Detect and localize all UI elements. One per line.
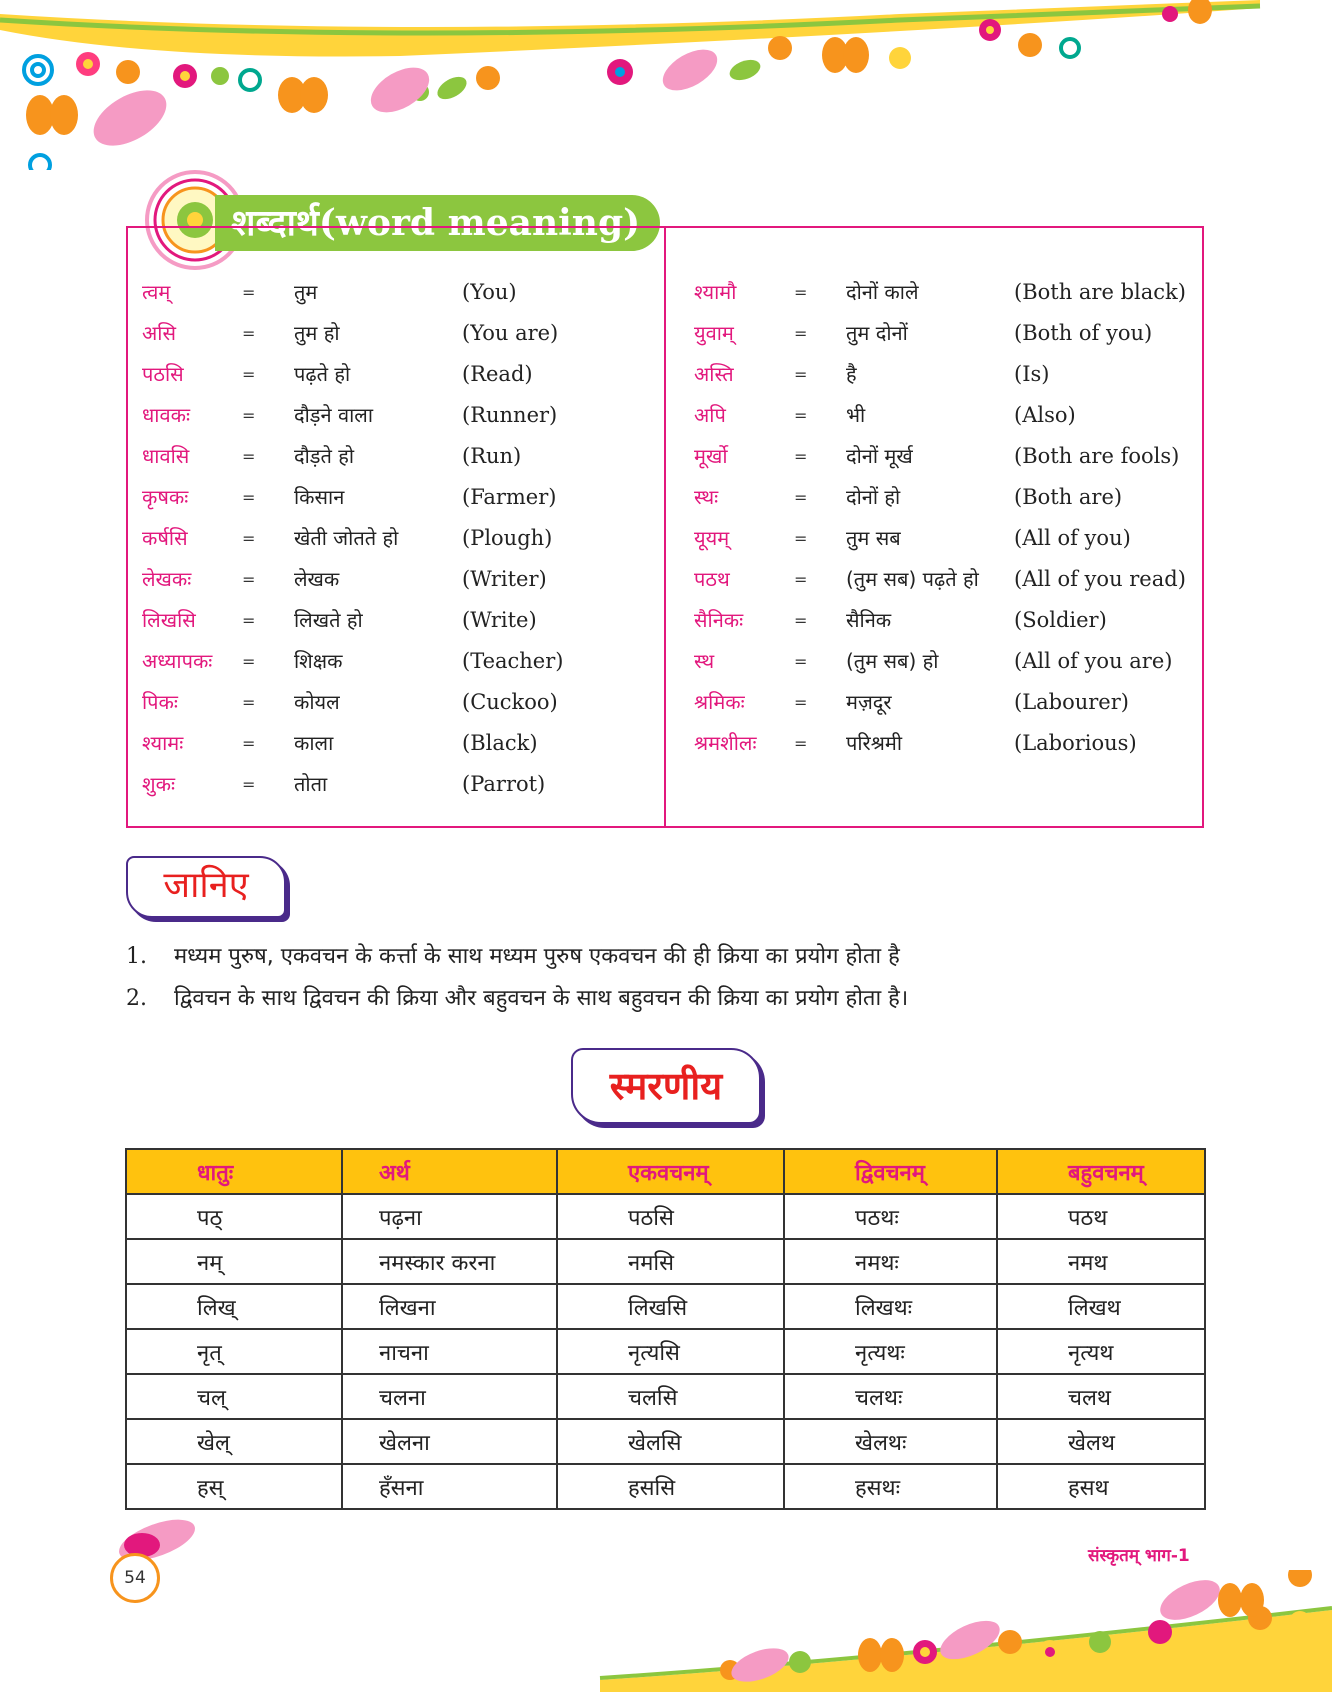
sanskrit-word: पिकः bbox=[142, 690, 178, 714]
word-row bbox=[694, 395, 1194, 436]
sanskrit-word: शुकः bbox=[142, 772, 175, 796]
table-row bbox=[126, 1329, 1205, 1374]
word-row bbox=[142, 764, 662, 805]
word-row bbox=[694, 518, 1194, 559]
equals-sign: = bbox=[794, 365, 808, 384]
word-row bbox=[694, 477, 1194, 518]
english-meaning: (Runner) bbox=[462, 403, 558, 427]
english-meaning: (Also) bbox=[1014, 403, 1076, 427]
dvivachan-cell: पठथः bbox=[784, 1194, 997, 1239]
word-row bbox=[142, 559, 662, 600]
word-row bbox=[142, 354, 662, 395]
hindi-meaning: काला bbox=[294, 731, 334, 755]
english-meaning: (Both are fools) bbox=[1014, 444, 1180, 468]
page-number: 54 bbox=[110, 1553, 160, 1603]
english-meaning: (Cuckoo) bbox=[462, 690, 558, 714]
equals-sign: = bbox=[794, 734, 808, 753]
sanskrit-word: स्थः bbox=[694, 485, 719, 509]
sanskrit-word: अपि bbox=[694, 403, 726, 427]
hindi-meaning: लेखक bbox=[294, 567, 340, 591]
table-row bbox=[126, 1419, 1205, 1464]
sanskrit-word: युवाम् bbox=[694, 321, 734, 345]
dhatu-cell: हस् bbox=[126, 1464, 342, 1509]
equals-sign: = bbox=[242, 488, 256, 507]
conjugation-table bbox=[125, 1148, 1206, 1510]
equals-sign: = bbox=[242, 775, 256, 794]
note-number: 1. bbox=[126, 944, 147, 969]
bahuvachan-cell: चलथ bbox=[997, 1374, 1205, 1419]
english-meaning: (Both of you) bbox=[1014, 321, 1153, 345]
hindi-meaning: शिक्षक bbox=[294, 649, 343, 673]
table-row bbox=[126, 1464, 1205, 1509]
heading-hindi: शब्दार्थ bbox=[231, 202, 319, 244]
artha-cell: नमस्कार करना bbox=[342, 1239, 557, 1284]
english-meaning: (Labourer) bbox=[1014, 690, 1129, 714]
sanskrit-word: अस्ति bbox=[694, 362, 734, 386]
equals-sign: = bbox=[242, 365, 256, 384]
word-row bbox=[142, 518, 662, 559]
word-row bbox=[142, 641, 662, 682]
sanskrit-word: धावकः bbox=[142, 403, 190, 427]
equals-sign: = bbox=[242, 734, 256, 753]
hindi-meaning: मज़दूर bbox=[846, 690, 892, 714]
word-row bbox=[694, 272, 1194, 313]
hindi-meaning: दौड़ने वाला bbox=[294, 403, 373, 427]
word-row bbox=[142, 682, 662, 723]
header-dvivachan: द्विवचनम् bbox=[784, 1149, 997, 1194]
ekavachan-cell: हससि bbox=[557, 1464, 784, 1509]
equals-sign: = bbox=[242, 324, 256, 343]
dvivachan-cell: नमथः bbox=[784, 1239, 997, 1284]
sanskrit-word: श्रमिकः bbox=[694, 690, 745, 714]
table-row bbox=[126, 1239, 1205, 1284]
hindi-meaning: दोनों मूर्ख bbox=[846, 444, 913, 468]
word-row bbox=[694, 682, 1194, 723]
english-meaning: (All of you) bbox=[1014, 526, 1131, 550]
equals-sign: = bbox=[242, 447, 256, 466]
word-row bbox=[142, 436, 662, 477]
ekavachan-cell: पठसि bbox=[557, 1194, 784, 1239]
equals-sign: = bbox=[794, 693, 808, 712]
bahuvachan-cell: हसथ bbox=[997, 1464, 1205, 1509]
equals-sign: = bbox=[794, 652, 808, 671]
equals-sign: = bbox=[794, 283, 808, 302]
sanskrit-word: पठथ bbox=[694, 567, 730, 591]
equals-sign: = bbox=[794, 324, 808, 343]
hindi-meaning: कोयल bbox=[294, 690, 340, 714]
dhatu-cell: खेल् bbox=[126, 1419, 342, 1464]
equals-sign: = bbox=[794, 529, 808, 548]
sanskrit-word: यूयम् bbox=[694, 526, 730, 550]
hindi-meaning: लिखते हो bbox=[294, 608, 363, 632]
english-meaning: (Farmer) bbox=[462, 485, 557, 509]
artha-cell: हँसना bbox=[342, 1464, 557, 1509]
word-meaning-divider bbox=[664, 226, 666, 828]
equals-sign: = bbox=[242, 406, 256, 425]
hindi-meaning: तुम bbox=[294, 280, 318, 304]
artha-cell: लिखना bbox=[342, 1284, 557, 1329]
sanskrit-word: अध्यापकः bbox=[142, 649, 213, 673]
equals-sign: = bbox=[794, 611, 808, 630]
sanskrit-word: श्रमशीलः bbox=[694, 731, 757, 755]
english-meaning: (You are) bbox=[462, 321, 559, 345]
dhatu-cell: चल् bbox=[126, 1374, 342, 1419]
dvivachan-cell: चलथः bbox=[784, 1374, 997, 1419]
sanskrit-word: कर्षसि bbox=[142, 526, 188, 550]
equals-sign: = bbox=[242, 570, 256, 589]
english-meaning: (Writer) bbox=[462, 567, 547, 591]
hindi-meaning: तुम हो bbox=[294, 321, 340, 345]
equals-sign: = bbox=[242, 283, 256, 302]
dhatu-cell: लिख् bbox=[126, 1284, 342, 1329]
word-row bbox=[142, 723, 662, 764]
english-meaning: (All of you are) bbox=[1014, 649, 1173, 673]
sanskrit-word: धावसि bbox=[142, 444, 190, 468]
sanskrit-word: श्यामः bbox=[142, 731, 184, 755]
sanskrit-word: स्थ bbox=[694, 649, 715, 673]
equals-sign: = bbox=[794, 570, 808, 589]
hindi-meaning: (तुम सब) पढ़ते हो bbox=[846, 567, 979, 591]
equals-sign: = bbox=[242, 611, 256, 630]
hindi-meaning: पढ़ते हो bbox=[294, 362, 351, 386]
sanskrit-word: लिखसि bbox=[142, 608, 196, 632]
word-row bbox=[142, 395, 662, 436]
heading-english: (word meaning) bbox=[318, 202, 641, 244]
hindi-meaning: भी bbox=[846, 403, 866, 427]
hindi-meaning: तोता bbox=[294, 772, 328, 796]
english-meaning: (Write) bbox=[462, 608, 537, 632]
ekavachan-cell: चलसि bbox=[557, 1374, 784, 1419]
table-row bbox=[126, 1284, 1205, 1329]
bahuvachan-cell: नमथ bbox=[997, 1239, 1205, 1284]
sanskrit-word: पठसि bbox=[142, 362, 184, 386]
english-meaning: (Black) bbox=[462, 731, 538, 755]
hindi-meaning: है bbox=[846, 362, 857, 386]
janiye-heading: जानिए bbox=[126, 856, 286, 918]
artha-cell: खेलना bbox=[342, 1419, 557, 1464]
english-meaning: (Laborious) bbox=[1014, 731, 1137, 755]
english-meaning: (Teacher) bbox=[462, 649, 564, 673]
hindi-meaning: दोनों हो bbox=[846, 485, 901, 509]
equals-sign: = bbox=[242, 693, 256, 712]
word-row bbox=[142, 272, 662, 313]
word-row bbox=[694, 723, 1194, 764]
english-meaning: (Run) bbox=[462, 444, 522, 468]
dvivachan-cell: खेलथः bbox=[784, 1419, 997, 1464]
note-text: मध्यम पुरुष, एकवचन के कर्त्ता के साथ मध्यम पुरुष एकवचन की ही क्रिया का प्रयोग होता है bbox=[174, 944, 900, 969]
ekavachan-cell: खेलसि bbox=[557, 1419, 784, 1464]
artha-cell: चलना bbox=[342, 1374, 557, 1419]
hindi-meaning: तुम सब bbox=[846, 526, 901, 550]
word-row bbox=[694, 436, 1194, 477]
english-meaning: (Parrot) bbox=[462, 772, 546, 796]
dvivachan-cell: नृत्यथः bbox=[784, 1329, 997, 1374]
hindi-meaning: (तुम सब) हो bbox=[846, 649, 939, 673]
sanskrit-word: मूर्खो bbox=[694, 444, 728, 468]
header-artha: अर्थ bbox=[342, 1149, 557, 1194]
sanskrit-word: सैनिकः bbox=[694, 608, 744, 632]
header-dhatu: धातुः bbox=[126, 1149, 342, 1194]
header-bahuvachan: बहुवचनम् bbox=[997, 1149, 1205, 1194]
table-row bbox=[126, 1194, 1205, 1239]
dvivachan-cell: लिखथः bbox=[784, 1284, 997, 1329]
equals-sign: = bbox=[794, 488, 808, 507]
word-row bbox=[142, 600, 662, 641]
sanskrit-word: लेखकः bbox=[142, 567, 192, 591]
note-2 bbox=[126, 982, 908, 1012]
sanskrit-word: त्वम् bbox=[142, 280, 171, 304]
hindi-meaning: सैनिक bbox=[846, 608, 892, 632]
word-list-right bbox=[694, 272, 1194, 764]
artha-cell: नाचना bbox=[342, 1329, 557, 1374]
english-meaning: (Soldier) bbox=[1014, 608, 1107, 632]
sanskrit-word: असि bbox=[142, 321, 176, 345]
bahuvachan-cell: नृत्यथ bbox=[997, 1329, 1205, 1374]
word-row bbox=[142, 477, 662, 518]
dhatu-cell: पठ् bbox=[126, 1194, 342, 1239]
dvivachan-cell: हसथः bbox=[784, 1464, 997, 1509]
hindi-meaning: दोनों काले bbox=[846, 280, 919, 304]
word-row bbox=[694, 641, 1194, 682]
ekavachan-cell: नमसि bbox=[557, 1239, 784, 1284]
note-1 bbox=[126, 940, 900, 970]
equals-sign: = bbox=[794, 406, 808, 425]
header-ekavachan: एकवचनम् bbox=[557, 1149, 784, 1194]
note-number: 2. bbox=[126, 986, 147, 1011]
note-text: द्विवचन के साथ द्विवचन की क्रिया और बहुवचन के साथ बहुवचन की क्रिया का प्रयोग होता है। bbox=[174, 986, 909, 1011]
english-meaning: (All of you read) bbox=[1014, 567, 1186, 591]
floral-top-border bbox=[0, 0, 1332, 170]
dhatu-cell: नम् bbox=[126, 1239, 342, 1284]
ekavachan-cell: लिखसि bbox=[557, 1284, 784, 1329]
ekavachan-cell: नृत्यसि bbox=[557, 1329, 784, 1374]
equals-sign: = bbox=[242, 652, 256, 671]
english-meaning: (Both are) bbox=[1014, 485, 1123, 509]
word-row bbox=[694, 559, 1194, 600]
bahuvachan-cell: खेलथ bbox=[997, 1419, 1205, 1464]
english-meaning: (You) bbox=[462, 280, 517, 304]
hindi-meaning: किसान bbox=[294, 485, 345, 509]
english-meaning: (Both are black) bbox=[1014, 280, 1186, 304]
table-row bbox=[126, 1374, 1205, 1419]
english-meaning: (Plough) bbox=[462, 526, 553, 550]
word-list-left bbox=[142, 272, 662, 805]
hindi-meaning: खेती जोतते हो bbox=[294, 526, 399, 550]
english-meaning: (Is) bbox=[1014, 362, 1050, 386]
equals-sign: = bbox=[242, 529, 256, 548]
word-row bbox=[694, 313, 1194, 354]
bahuvachan-cell: पठथ bbox=[997, 1194, 1205, 1239]
sanskrit-word: कृषकः bbox=[142, 485, 189, 509]
hindi-meaning: परिश्रमी bbox=[846, 731, 903, 755]
artha-cell: पढ़ना bbox=[342, 1194, 557, 1239]
word-row bbox=[694, 354, 1194, 395]
hindi-meaning: तुम दोनों bbox=[846, 321, 908, 345]
book-title: संस्कृतम् भाग-1 bbox=[1088, 1546, 1190, 1566]
word-row bbox=[694, 600, 1194, 641]
dhatu-cell: नृत् bbox=[126, 1329, 342, 1374]
bahuvachan-cell: लिखथ bbox=[997, 1284, 1205, 1329]
floral-bottom-border bbox=[0, 1570, 1332, 1692]
sanskrit-word: श्यामौ bbox=[694, 280, 737, 304]
english-meaning: (Read) bbox=[462, 362, 533, 386]
table-header-row bbox=[126, 1149, 1205, 1194]
hindi-meaning: दौड़ते हो bbox=[294, 444, 355, 468]
smaraniya-heading: स्मरणीय bbox=[571, 1048, 761, 1124]
word-row bbox=[142, 313, 662, 354]
equals-sign: = bbox=[794, 447, 808, 466]
